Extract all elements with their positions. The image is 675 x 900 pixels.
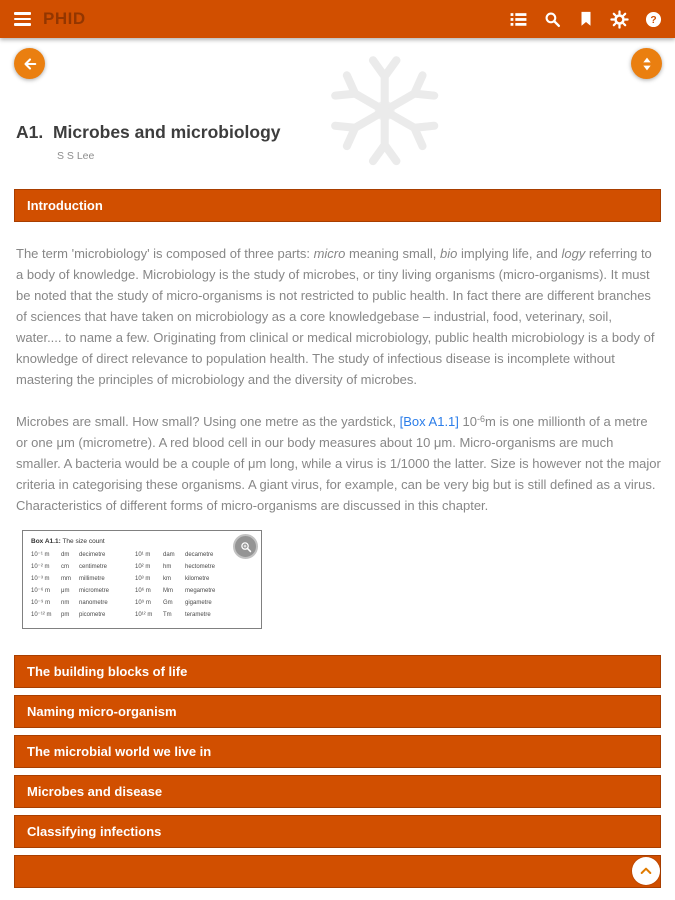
text-run: implying life, and [457, 246, 562, 261]
paragraph-2 [16, 411, 661, 516]
section-header-classifying-infections[interactable] [14, 815, 661, 848]
section-accordion [0, 655, 675, 888]
box-table-cell: 10³ m [135, 575, 151, 582]
box-table-cell: cm [61, 563, 69, 570]
section-label: Naming micro-organism [27, 704, 177, 719]
table-row [31, 573, 235, 585]
box-table-cell: 10¹ m [135, 551, 151, 558]
section-label: Microbes and disease [27, 784, 163, 799]
box-table-cell: 10⁻¹ m [31, 551, 50, 558]
table-row [31, 609, 235, 621]
appbar-actions [509, 10, 663, 29]
section-header-partial[interactable] [14, 855, 661, 888]
box-title [31, 538, 253, 545]
box-table-cell: hm [163, 563, 172, 570]
section-header-introduction[interactable] [14, 189, 661, 222]
text-run: The term 'microbiology' is composed of three parts: [16, 246, 314, 261]
section-header-microbial-world[interactable] [14, 735, 661, 768]
app-title: PHID [43, 9, 86, 28]
help-icon[interactable] [644, 10, 663, 29]
box-table-cell: km [163, 575, 171, 582]
box-table-cell: Tm [163, 611, 172, 618]
box-table-cell: mm [61, 575, 71, 582]
box-table-cell: kilometre [185, 575, 210, 582]
table-row [31, 585, 235, 597]
exponent: -6 [476, 414, 485, 424]
section-header-microbes-and-disease[interactable] [14, 775, 661, 808]
svg-text:?: ? [650, 14, 657, 26]
text-run: Microbes are small. How small? Using one metre as the yardstick, [16, 414, 400, 429]
box-table-cell: dm [61, 551, 70, 558]
paragraph-1 [16, 243, 661, 390]
box-table-cell: hectometre [185, 563, 216, 570]
box-table-cell: 10¹² m [135, 611, 153, 618]
section-header-naming-micro-organism[interactable] [14, 695, 661, 728]
app-bar [0, 0, 675, 38]
up-down-arrows-icon [639, 55, 655, 73]
text-run: referring to a body of knowledge. Microbiology is the study of microbes, or tiny living organisms (micro-organisms). It must be noted that the study of micro-organisms is not restricted to public health. In fact there are different branches of sciences that have taken on microbiology as a core knowledgebase – industrial, food, veterinary, soil, water.... to name a few. Originating from clinical or medical microbiology, public health microbiology is a body of knowledge of direct relevance to population health. The study of infectious disease is incomplete without mastering the principles of microbiology and the diversity of microbes. [16, 246, 655, 387]
box-table-cell: centimetre [79, 563, 108, 570]
box-table-cell: 10⁻³ m [31, 575, 50, 582]
section-label: Classifying infections [27, 824, 162, 839]
text-run: m is one millionth of a metre or one μm (micrometre). A red blood cell in our body measures about 10 μm. Micro-organisms are much smaller. A bacteria would be a couple of μm long, while a virus is 1/1000 the latter. Size is however not the major criteria in categorising these organisms. A giant virus, for example, can be very big but is still defined as a virus. Characteristics of different forms of micro-organisms are discussed in this chapter. [16, 414, 661, 513]
navigate-up-down-button[interactable] [631, 48, 662, 79]
box-table-cell: 10⁻⁹ m [31, 599, 51, 606]
box-table-cell: terametre [185, 611, 211, 618]
box-table-cell: 10² m [135, 563, 151, 570]
section-header-building-blocks[interactable] [14, 655, 661, 688]
box-table-cell: Gm [163, 599, 173, 606]
table-row [31, 561, 235, 573]
text-run: 10 [458, 414, 477, 429]
box-table-cell: nm [61, 599, 70, 606]
table-row [31, 549, 235, 561]
box-table-cell: decimetre [79, 551, 106, 558]
text-run-italic: bio [440, 246, 458, 261]
text-run-italic: micro [313, 246, 346, 261]
chapter-author: S S Lee [57, 150, 95, 162]
table-row [31, 597, 235, 609]
text-run-italic: logy [561, 246, 586, 261]
box-table-cell: picometre [79, 611, 106, 618]
chevron-up-icon [638, 863, 654, 879]
bookmark-icon[interactable] [577, 10, 595, 28]
box-table-cell: 10⁻¹² m [31, 611, 52, 618]
box-table-cell: Mm [163, 587, 173, 594]
box-table-cell: gigametre [185, 599, 212, 606]
box-table-cell: μm [61, 587, 70, 594]
box-table-cell: pm [61, 611, 70, 618]
scroll-to-top-button[interactable] [632, 857, 660, 885]
box-table-cell: decametre [185, 551, 214, 558]
box-title-text: The size count [62, 538, 105, 545]
section-label: The microbial world we live in [27, 744, 212, 759]
box-table-cell: 10⁻² m [31, 563, 50, 570]
box-table-cell: millimetre [79, 575, 105, 582]
chapter-title: A1. Microbes and microbiology [16, 122, 281, 142]
zoom-icon[interactable] [233, 534, 258, 559]
search-icon[interactable] [543, 10, 562, 29]
gear-icon[interactable] [610, 10, 629, 29]
box-table-cell: nanometre [79, 599, 108, 606]
box-table-cell: micrometre [79, 587, 110, 594]
box-table-cell: 10⁹ m [135, 599, 151, 606]
box-a1-1-thumbnail[interactable] [22, 530, 262, 629]
box-table-cell: 10⁻⁶ m [31, 587, 50, 594]
box-table-cell: megametre [185, 587, 216, 594]
arrow-left-icon [21, 55, 39, 73]
box-label: Box A1.1: [31, 538, 61, 545]
box-table-cell: 10⁶ m [135, 587, 151, 594]
box-table-cell: dam [163, 551, 175, 558]
section-label: The building blocks of life [27, 664, 188, 679]
box-a1-1-link[interactable]: [Box A1.1] [399, 414, 459, 429]
section-label: Introduction [27, 198, 103, 213]
text-run: meaning small, [345, 246, 441, 261]
size-count-table [31, 549, 235, 621]
chapter-content [0, 38, 675, 900]
back-button[interactable] [14, 48, 45, 79]
contents-list-icon[interactable] [509, 10, 528, 29]
menu-icon[interactable] [12, 8, 33, 30]
